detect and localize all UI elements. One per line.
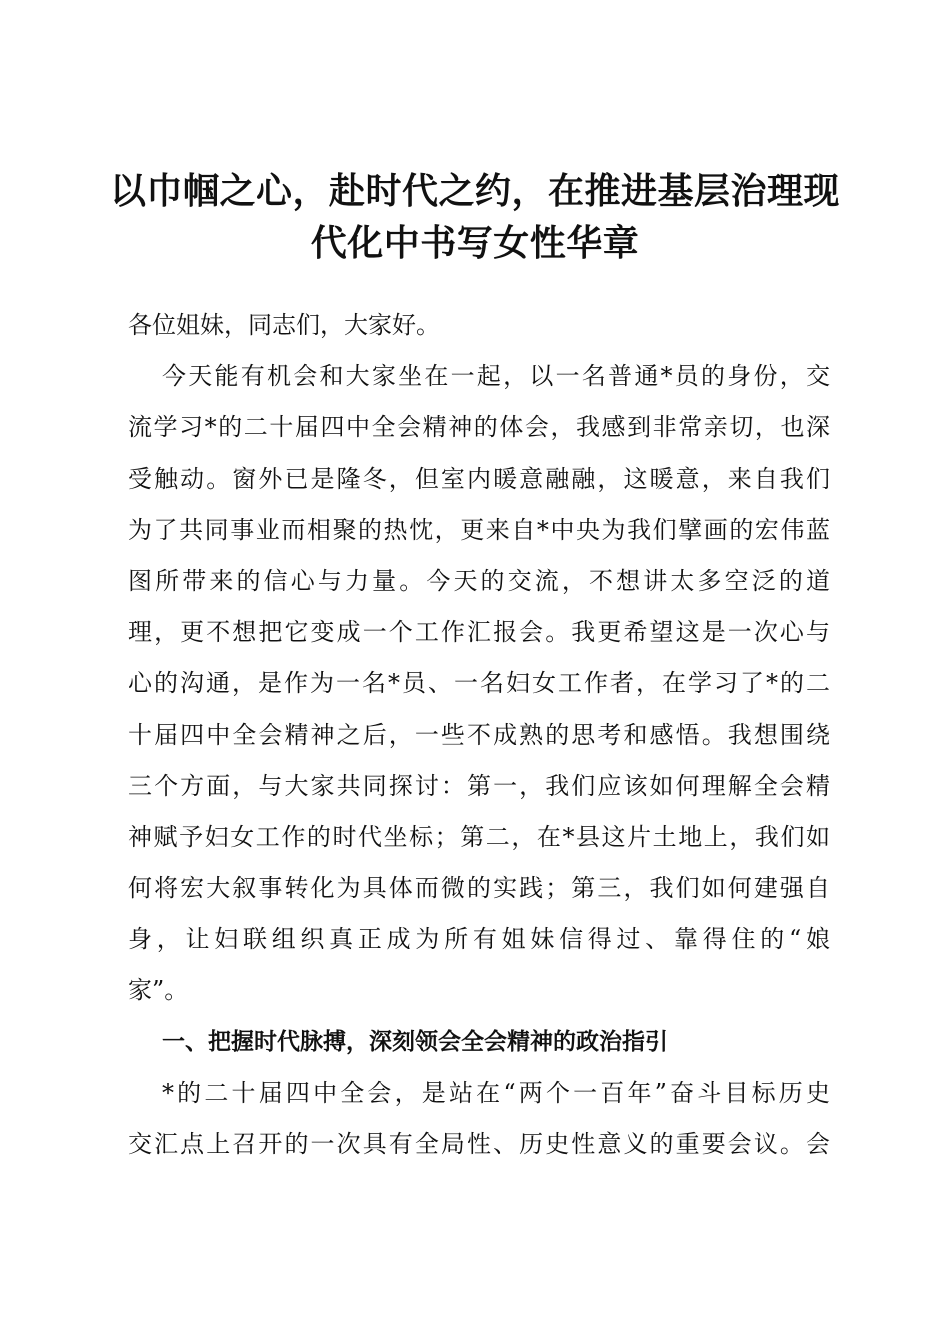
paragraph-line: 三个方面，与大家共同探讨：第一，我们应该如何理解全会精 bbox=[128, 771, 830, 800]
paragraph-line: 家”。 bbox=[128, 976, 189, 1005]
document-body bbox=[128, 300, 830, 1170]
section-heading: 一、把握时代脉搏，深刻领会全会精神的政治指引 bbox=[162, 1028, 668, 1055]
paragraph-line: 为了共同事业而相聚的热忱，更来自*中央为我们擘画的宏伟蓝 bbox=[128, 515, 830, 544]
greeting: 各位姐妹，同志们，大家好。 bbox=[128, 311, 440, 339]
title-line: 以巾帼之心，赴时代之约，在推进基层治理现 bbox=[110, 171, 841, 212]
paragraph-line: 理，更不想把它变成一个工作汇报会。我更希望这是一次心与 bbox=[128, 618, 830, 647]
paragraph-line: *的二十届四中全会，是站在“两个一百年”奋斗目标历史 bbox=[162, 1078, 830, 1107]
paragraph-line: 何将宏大叙事转化为具体而微的实践；第三，我们如何建强自 bbox=[128, 874, 830, 903]
title-line: 代化中书写女性华章 bbox=[310, 223, 640, 264]
paragraph-line: 流学习*的二十届四中全会精神的体会，我感到非常亲切，也深 bbox=[128, 413, 830, 442]
paragraph-line: 身，让妇联组织真正成为所有姐妹信得过、靠得住的“娘 bbox=[128, 925, 830, 954]
document-title bbox=[110, 166, 840, 270]
paragraph-line: 神赋予妇女工作的时代坐标；第二，在*县这片土地上，我们如 bbox=[128, 822, 830, 851]
paragraph-line: 交汇点上召开的一次具有全局性、历史性意义的重要会议。会 bbox=[128, 1130, 830, 1158]
paragraph-section1 bbox=[128, 1068, 830, 1170]
paragraph-intro bbox=[128, 351, 830, 1016]
paragraph-line: 十届四中全会精神之后，一些不成熟的思考和感悟。我想围绕 bbox=[128, 720, 830, 749]
paragraph-line: 今天能有机会和大家坐在一起，以一名普通*员的身份，交 bbox=[162, 362, 830, 391]
paragraph-line: 受触动。窗外已是隆冬，但室内暖意融融，这暖意，来自我们 bbox=[128, 464, 830, 493]
paragraph-line: 心的沟通，是作为一名*员、一名妇女工作者，在学习了*的二 bbox=[128, 669, 830, 698]
paragraph-line: 图所带来的信心与力量。今天的交流，不想讲太多空泛的道 bbox=[128, 566, 830, 595]
